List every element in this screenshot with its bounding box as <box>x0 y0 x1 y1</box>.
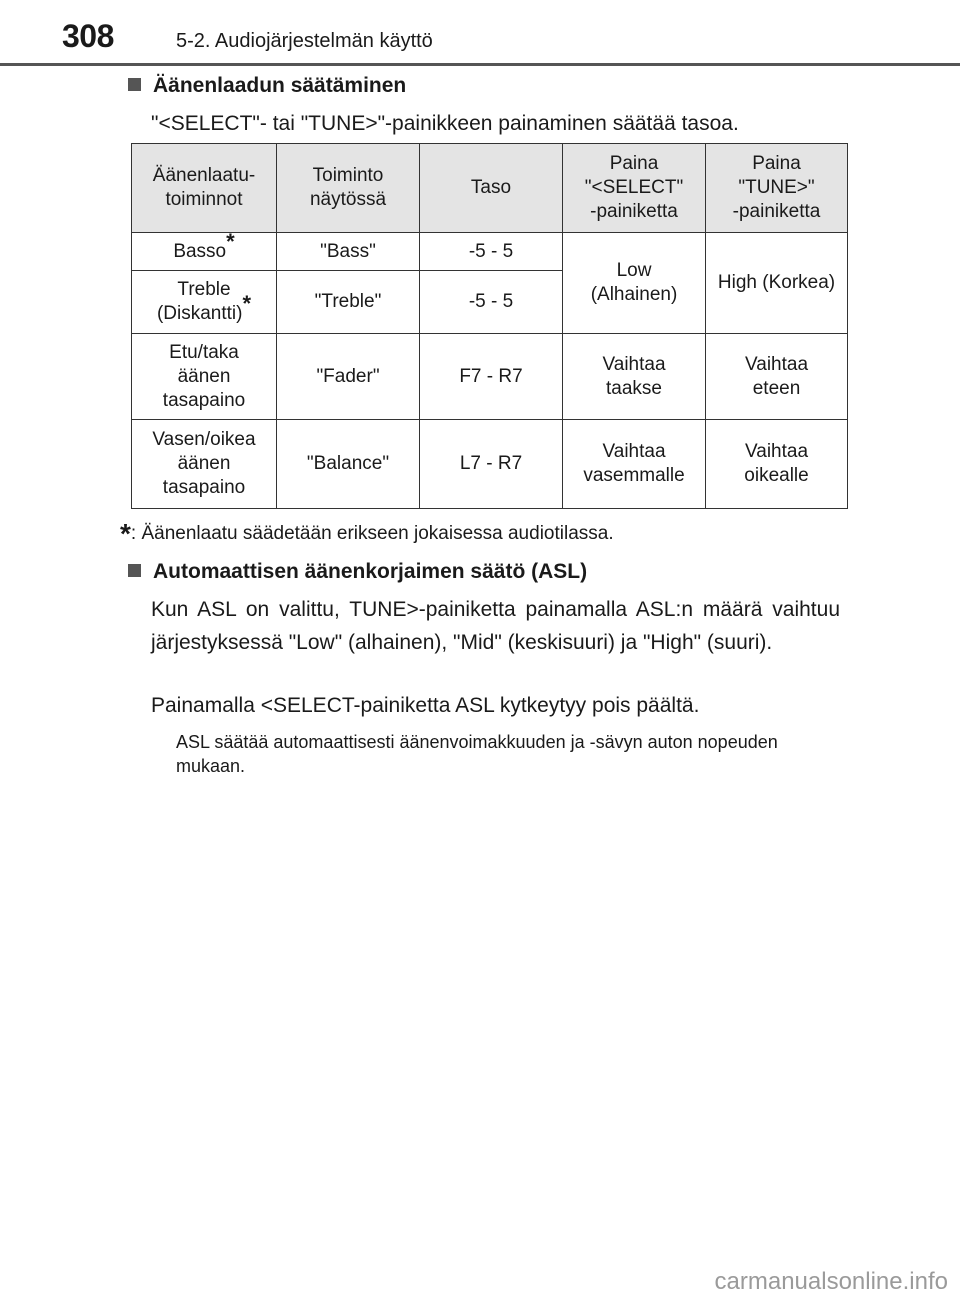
cell-display: "Bass" <box>277 233 420 271</box>
col-header-level: Taso <box>420 144 563 233</box>
header-divider <box>0 63 960 66</box>
page-number: 308 <box>62 18 114 54</box>
asl-heading-text: Automaattisen äänenkorjaimen säätö (ASL) <box>153 560 588 583</box>
cell-select-shared: Low (Alhainen) <box>563 233 706 334</box>
col-header-select: Paina "<SELECT" -painiketta <box>563 144 706 233</box>
cell-select: Vaihtaa vasemmalle <box>563 420 706 509</box>
table-row <box>132 233 848 271</box>
col-header-tune: Paina "TUNE>" -painiketta <box>706 144 848 233</box>
cell-tune: Vaihtaa eteen <box>706 334 848 420</box>
footnote-text: : Äänenlaatu säädetään erikseen jokaisessa audiotilassa. <box>130 523 614 544</box>
asterisk-mark: * <box>242 291 252 316</box>
col-header-mode: Äänenlaatu- toiminnot <box>132 144 277 233</box>
asl-note: ASL säätää automaattisesti äänenvoimakkuuden ja -sävyn auton nopeuden mukaan. <box>176 732 778 776</box>
cell-tune: Vaihtaa oikealle <box>706 420 848 509</box>
square-bullet-icon <box>128 564 141 577</box>
table-row <box>132 420 848 509</box>
mode-label: Treble (Diskantti) <box>156 279 243 324</box>
cell-level: -5 - 5 <box>420 233 563 271</box>
table-header-row <box>132 144 848 233</box>
asl-heading <box>128 560 587 584</box>
cell-mode: Vasen/oikea äänen tasapaino <box>132 420 277 509</box>
cell-display: "Treble" <box>277 271 420 334</box>
cell-mode: Etu/taka äänen tasapaino <box>132 334 277 420</box>
footnote <box>120 518 614 550</box>
tone-intro: "<SELECT"- tai "TUNE>"-painikkeen painaminen säätää tasoa. <box>151 112 739 135</box>
cell-mode <box>132 228 277 271</box>
section-title: 5-2. Audiojärjestelmän käyttö <box>176 30 433 52</box>
asterisk-mark: * <box>226 228 235 254</box>
tone-heading-text: Äänenlaadun säätäminen <box>153 74 407 97</box>
asl-paragraph-1: Kun ASL on valittu, TUNE>-painiketta painamalla ASL:n määrä vaihtuu järjestyksessä "Low" (alhainen), "Mid" (keskisuuri) ja "High" (suuri). <box>151 598 840 654</box>
cell-tune-shared: High (Korkea) <box>706 233 848 334</box>
watermark-text: carmanualsonline.info <box>714 1268 948 1295</box>
cell-level: -5 - 5 <box>420 271 563 334</box>
asl-paragraph-2: Painamalla <SELECT-painiketta ASL kytkeytyy pois päältä. <box>151 694 700 717</box>
cell-display: "Fader" <box>277 334 420 420</box>
mode-label: Basso <box>173 240 227 262</box>
tone-settings-table <box>131 143 848 509</box>
cell-mode <box>132 271 277 334</box>
col-header-display: Toiminto näytössä <box>277 144 420 233</box>
tone-heading <box>128 74 406 98</box>
cell-level: L7 - R7 <box>420 420 563 509</box>
cell-select: Vaihtaa taakse <box>563 334 706 420</box>
square-bullet-icon <box>128 78 141 91</box>
cell-level: F7 - R7 <box>420 334 563 420</box>
table-row <box>132 334 848 420</box>
cell-display: "Balance" <box>277 420 420 509</box>
footnote-asterisk: * <box>120 518 131 549</box>
